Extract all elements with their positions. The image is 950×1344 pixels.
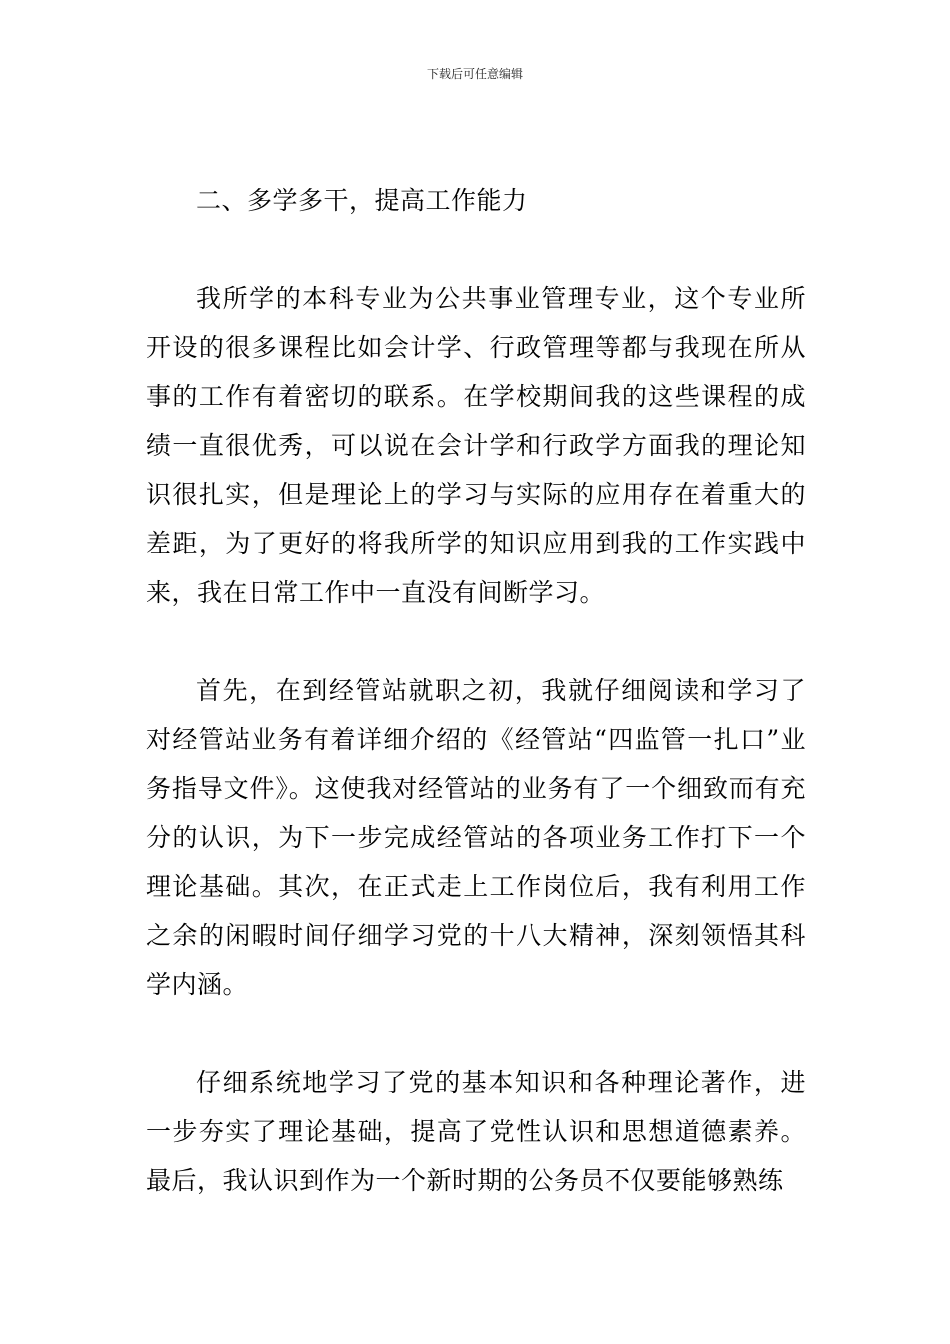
- paragraph-2: 首先，在到经管站就职之初，我就仔细阅读和学习了对经管站业务有着详细介绍的《经管站“四监管一扎口”业务指导文件》。这使我对经管站的业务有了一个细致而有充分的认识，为下一步完成经管站的各项业务工作打下一个理论基础。其次，在正式走上工作岗位后，我有利用工作之余的闲暇时间仔细学习党的十八大精神，深刻领悟其科学内涵。: [146, 676, 806, 999]
- page-header-note: 下载后可任意编辑: [426, 67, 523, 81]
- document-body: [146, 176, 806, 1205]
- section-heading: 二、多学多干，提高工作能力: [196, 186, 528, 215]
- paragraph-1: 我所学的本科专业为公共事业管理专业，这个专业所开设的很多课程比如会计学、行政管理等都与我现在所从事的工作有着密切的联系。在学校期间我的这些课程的成绩一直很优秀，可以说在会计学和行政学方面我的理论知识很扎实，但是理论上的学习与实际的应用存在着重大的差距，为了更好的将我所学的知识应用到我的工作实践中来，我在日常工作中一直没有间断学习。: [146, 284, 806, 607]
- paragraph-3: 仔细系统地学习了党的基本知识和各种理论著作，进一步夯实了理论基础，提高了党性认识和思想道德素养。最后，我认识到作为一个新时期的公务员不仅要能够熟练: [146, 1068, 806, 1195]
